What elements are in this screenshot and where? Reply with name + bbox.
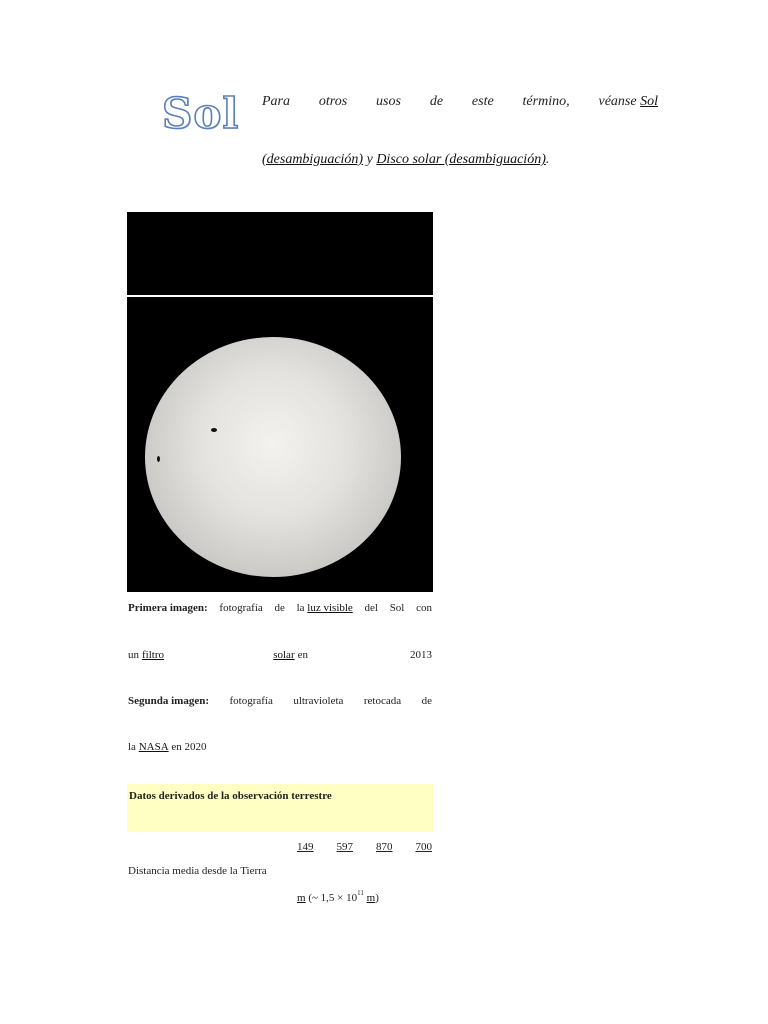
link-filtro-solar-part: solar <box>273 649 295 661</box>
caption-year: 2013 <box>410 649 432 661</box>
caption-word: la <box>296 602 305 614</box>
distance-approx: (~ 1,5 × 10 <box>305 892 358 904</box>
hatnote-word: término, <box>522 94 570 109</box>
distance-label: Distancia media desde la Tierra <box>128 865 267 877</box>
sunspot <box>211 428 217 432</box>
caption-word: de <box>421 695 432 707</box>
sunspot <box>157 456 160 462</box>
caption-word: la <box>128 741 136 753</box>
hatnote-line-1 <box>262 92 658 112</box>
caption-link-group <box>297 601 353 615</box>
sun-disk <box>145 337 401 577</box>
datos-header-label: Datos derivados de la observación terrestre <box>129 790 332 802</box>
hatnote-end: . <box>545 152 550 167</box>
caption-word: un <box>128 649 139 661</box>
link-filtro-solar-part: filtro <box>142 649 164 661</box>
hatnote-word: otros <box>318 94 348 109</box>
caption-word: de <box>274 602 285 614</box>
caption-word: en <box>297 649 308 661</box>
page-title: Sol <box>162 89 240 138</box>
distance-digits: 700 <box>415 841 432 853</box>
visible-light-sun-image <box>127 297 433 592</box>
caption-word: retocada <box>363 695 402 707</box>
caption-word: fotografía <box>219 602 263 614</box>
distance-digits: 870 <box>376 841 393 853</box>
distance-digits: 597 <box>336 841 353 853</box>
link-sol-desambiguacion-cont[interactable]: (desambiguación) <box>262 152 364 167</box>
distance-value[interactable] <box>297 840 432 854</box>
caption-first-label: Primera imagen: <box>128 602 208 614</box>
hatnote-word: de <box>429 94 444 109</box>
caption-word: del <box>364 602 378 614</box>
hatnote-word: Para <box>262 94 290 109</box>
caption-second-line-1 <box>128 694 432 708</box>
caption-word: con <box>416 602 432 614</box>
datos-section-header <box>127 784 433 832</box>
caption-first-line-2 <box>128 648 432 662</box>
caption-word: fotografía <box>229 695 273 707</box>
link-sol-desambiguacion[interactable]: Sol <box>640 94 658 109</box>
caption-word: ultravioleta <box>293 695 344 707</box>
hatnote-line-2 <box>262 150 682 170</box>
caption-word: Sol <box>389 602 405 614</box>
hatnote-last <box>598 92 657 112</box>
ultraviolet-sun-image <box>127 212 433 295</box>
caption-link-group <box>128 648 308 662</box>
hatnote-word: véanse <box>598 94 637 109</box>
distance-exponent: 11 <box>357 889 364 897</box>
caption-first-line-1 <box>128 601 432 615</box>
link-metro-2[interactable]: m <box>366 892 376 904</box>
hatnote-word: este <box>471 94 494 109</box>
link-disco-solar-desambiguacion[interactable]: Disco solar (desambiguación) <box>376 152 546 167</box>
distance-digits: 149 <box>297 841 314 853</box>
hatnote-conj: y <box>363 152 377 167</box>
link-metro[interactable]: m <box>297 892 306 904</box>
caption-word: en 2020 <box>171 741 207 753</box>
distance-unit-line <box>297 886 379 905</box>
link-luz-visible[interactable]: luz visible <box>307 602 353 614</box>
hatnote-word: usos <box>376 94 401 109</box>
distance-close: ) <box>375 892 379 904</box>
caption-second-label: Segunda imagen: <box>128 695 209 707</box>
link-filtro-solar[interactable] <box>142 648 295 662</box>
caption-second-line-2 <box>128 740 207 754</box>
link-nasa[interactable]: NASA <box>138 741 169 753</box>
